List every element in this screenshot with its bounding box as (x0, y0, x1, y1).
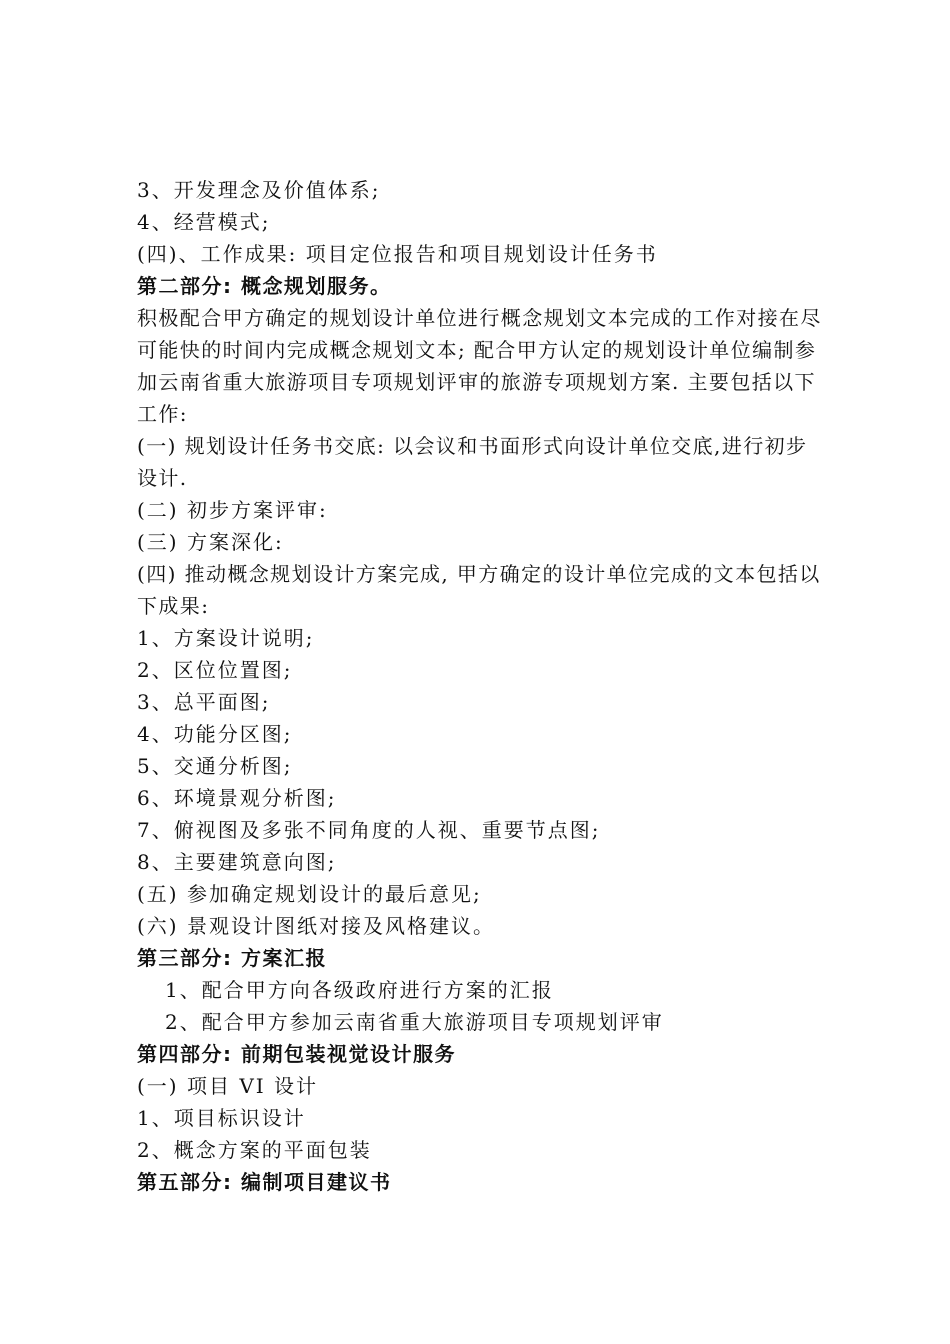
paragraph: (一) 规划设计任务书交底: 以会议和书面形式向设计单位交底,进行初步设计. (137, 434, 808, 490)
paragraph: 积极配合甲方确定的规划设计单位进行概念规划文本完成的工作对接在尽可能快的时间内完成概念规划文本; 配合甲方认定的规划设计单位编制参加云南省重大旅游项目专项规划评审的旅游专项规划方案. 主要包括以下工作: (137, 306, 822, 426)
list-item: 4、经营模式; (137, 210, 271, 234)
list-item: 3、总平面图; (137, 690, 271, 714)
list-item: (一) 项目 VI 设计 (137, 1074, 319, 1098)
list-item: (二) 初步方案评审: (137, 498, 328, 522)
list-item: 6、环境景观分析图; (137, 786, 337, 810)
document-body (137, 174, 827, 1198)
list-item: (五) 参加确定规划设计的最后意见; (137, 882, 482, 906)
paragraph: (四)、工作成果: 项目定位报告和项目规划设计任务书 (137, 242, 658, 266)
list-item: 5、交通分析图; (137, 754, 293, 778)
list-item: (三) 方案深化: (137, 530, 284, 554)
list-item: 1、项目标识设计 (137, 1106, 306, 1130)
list-item: 1、方案设计说明; (137, 626, 315, 650)
list-item: 1、配合甲方向各级政府进行方案的汇报 (165, 978, 554, 1002)
list-item: 4、功能分区图; (137, 722, 293, 746)
paragraph: (四) 推动概念规划设计方案完成, 甲方确定的设计单位完成的文本包括以下成果: (137, 562, 821, 618)
list-item: (六) 景观设计图纸对接及风格建议。 (137, 914, 495, 938)
list-item: 2、配合甲方参加云南省重大旅游项目专项规划评审 (165, 1010, 664, 1034)
list-item: 7、俯视图及多张不同角度的人视、重要节点图; (137, 818, 601, 842)
list-item: 2、概念方案的平面包装 (137, 1138, 372, 1162)
list-item: 8、主要建筑意向图; (137, 850, 337, 874)
section-heading: 第四部分: 前期包装视觉设计服务 (137, 1042, 456, 1066)
section-heading: 第五部分: 编制项目建议书 (137, 1170, 392, 1194)
section-heading: 第二部分: 概念规划服务。 (137, 274, 392, 298)
list-item: 2、区位位置图; (137, 658, 293, 682)
section-heading: 第三部分: 方案汇报 (137, 946, 327, 970)
list-item: 3、开发理念及价值体系; (137, 178, 381, 202)
